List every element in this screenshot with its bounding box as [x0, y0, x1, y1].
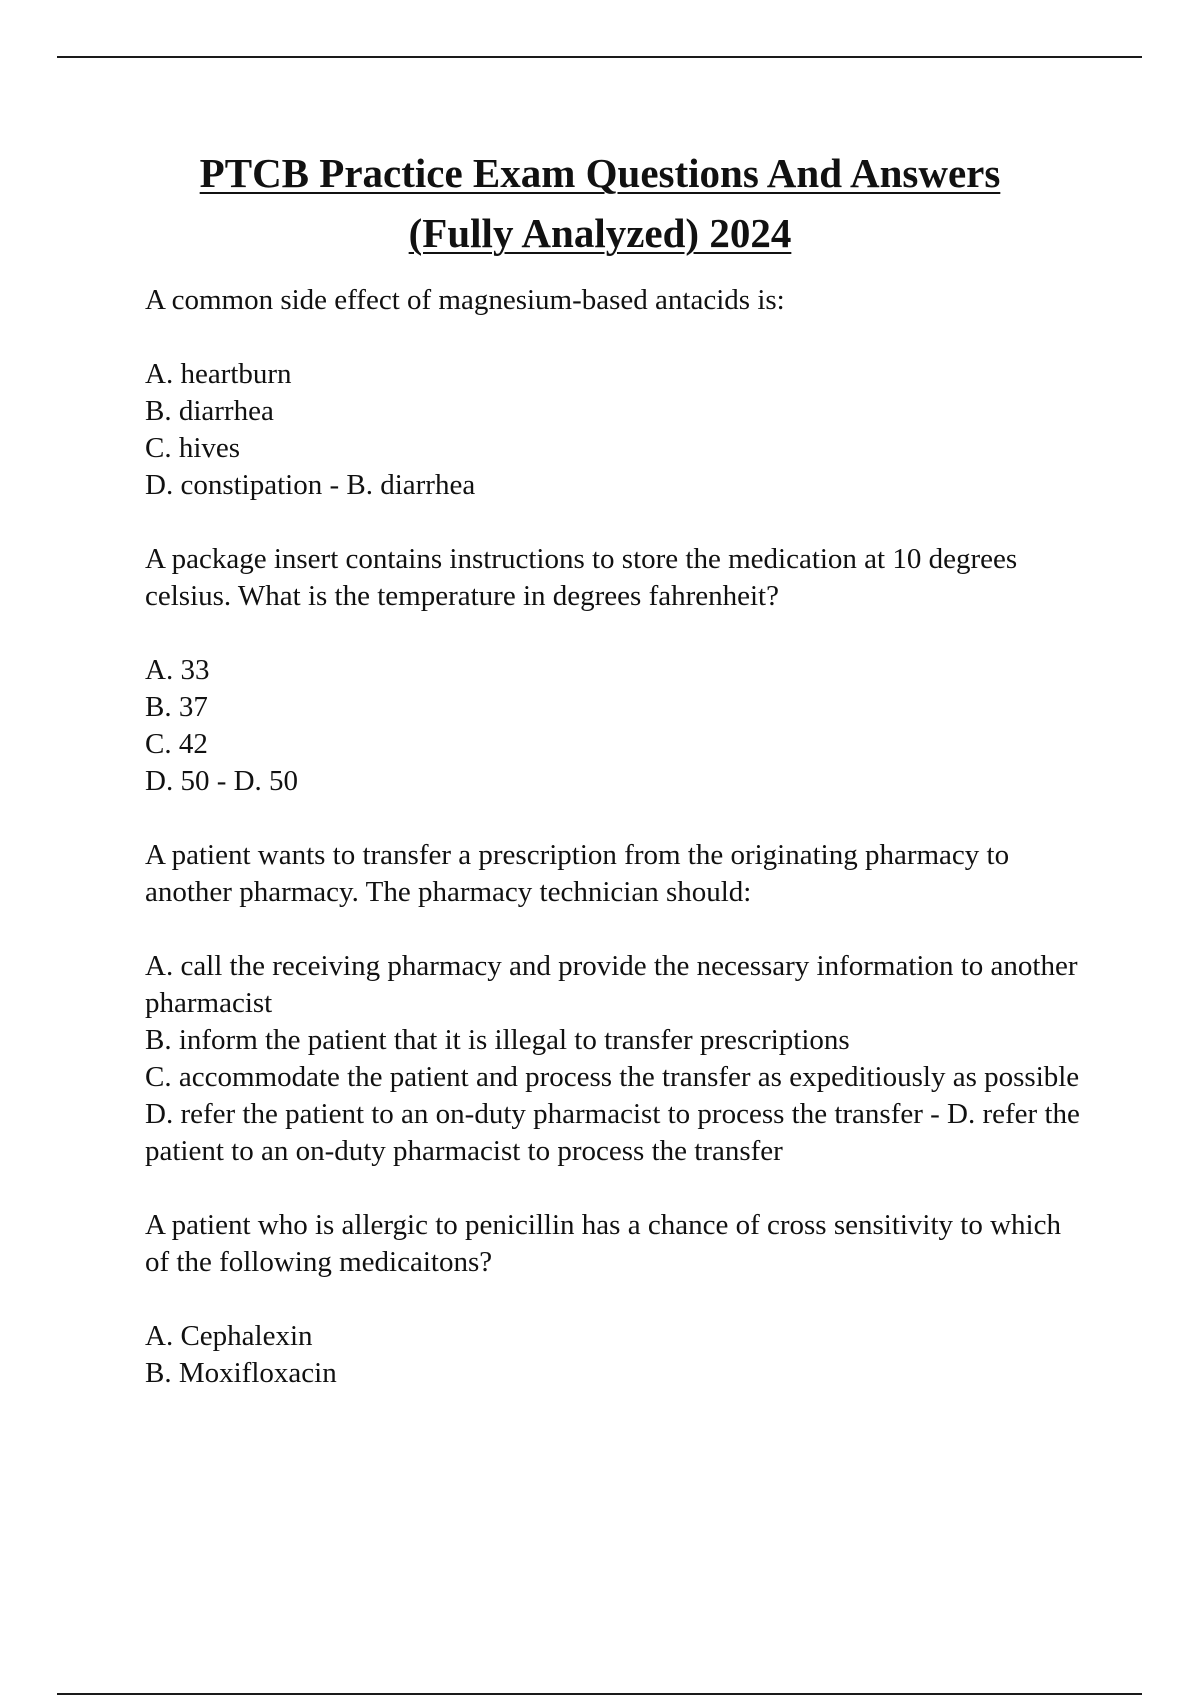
title-line-1: PTCB Practice Exam Questions And Answers	[199, 150, 1001, 196]
questions-list	[145, 282, 1085, 1429]
option-b: B. diarrhea	[145, 395, 274, 427]
option-a: A. heartburn	[145, 358, 292, 390]
title-line-2: (Fully Analyzed) 2024	[408, 210, 792, 256]
question-4	[145, 1207, 1085, 1392]
option-c: C. hives	[145, 432, 241, 464]
question-1	[145, 282, 1085, 504]
top-rule	[57, 56, 1142, 58]
option-d-with-answer: D. refer the patient to an on-duty pharmacist to process the transfer - D. refer the patient to an on-duty pharmacist to process the transfer	[145, 1098, 1080, 1167]
question-text: A patient who is allergic to penicillin has a chance of cross sensitivity to which of the following medicaitons?	[145, 1209, 1061, 1278]
option-b: B. 37	[145, 691, 208, 723]
option-b: B. Moxifloxacin	[145, 1357, 337, 1389]
page-title	[0, 143, 1200, 263]
option-a: A. Cephalexin	[145, 1320, 313, 1352]
question-text: A common side effect of magnesium-based antacids is:	[145, 284, 785, 316]
question-text: A package insert contains instructions to store the medication at 10 degrees celsius. What is the temperature in degrees fahrenheit?	[145, 543, 1018, 612]
question-3	[145, 837, 1085, 1170]
option-b: B. inform the patient that it is illegal to transfer prescriptions	[145, 1024, 850, 1056]
question-text: A patient wants to transfer a prescription from the originating pharmacy to another pharmacy. The pharmacy technician should:	[145, 839, 1010, 908]
option-c: C. accommodate the patient and process the transfer as expeditiously as possible	[145, 1061, 1080, 1093]
question-2	[145, 541, 1085, 800]
option-a: A. call the receiving pharmacy and provide the necessary information to another pharmacist	[145, 950, 1078, 1019]
bottom-rule	[57, 1693, 1142, 1695]
option-d-with-answer: D. 50 - D. 50	[145, 765, 299, 797]
option-c: C. 42	[145, 728, 208, 760]
option-a: A. 33	[145, 654, 210, 686]
option-d-with-answer: D. constipation - B. diarrhea	[145, 469, 476, 501]
